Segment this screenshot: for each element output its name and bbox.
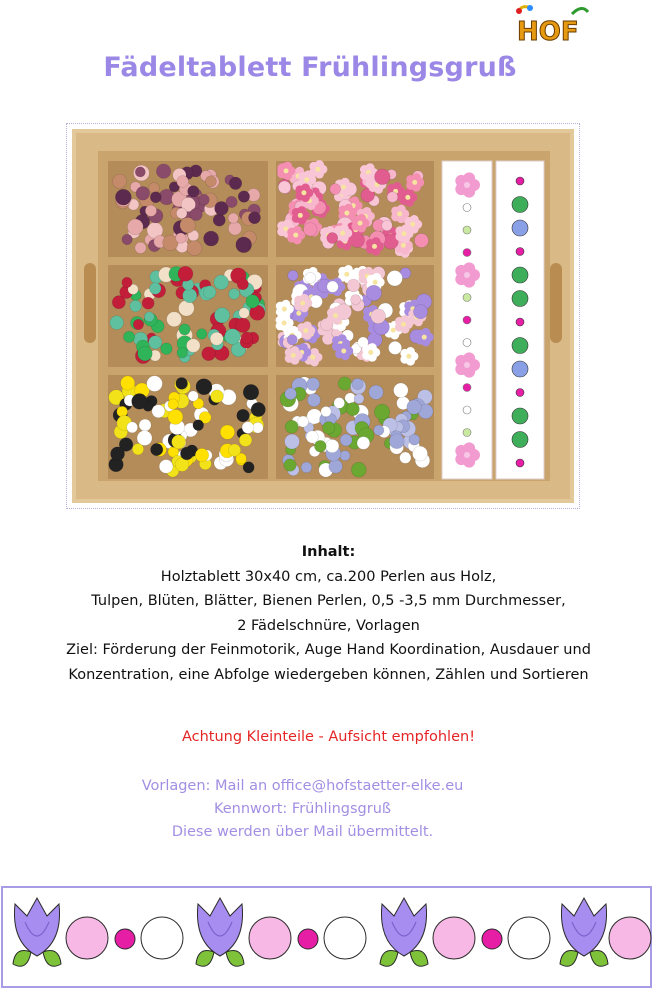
template-flower-petal — [463, 352, 475, 364]
bead — [112, 296, 125, 309]
bead — [237, 409, 250, 422]
template-bead — [512, 220, 528, 236]
bead — [285, 420, 298, 433]
bead — [137, 431, 152, 446]
bead — [176, 233, 187, 244]
bead — [409, 434, 420, 445]
bead — [347, 279, 360, 292]
bead — [303, 223, 316, 236]
bead — [229, 288, 240, 299]
bead — [133, 319, 143, 329]
bead — [321, 406, 331, 416]
bead — [214, 275, 229, 290]
content-line: Konzentration, eine Abfolge wiedergeben können, Zählen und Sortieren — [68, 666, 589, 683]
bead — [127, 422, 138, 433]
flower-center — [402, 231, 407, 236]
bead — [190, 208, 202, 220]
flower-center — [373, 280, 378, 285]
bead — [352, 378, 363, 389]
bead — [228, 444, 240, 456]
tulip-leaf-right — [226, 951, 244, 967]
bead — [413, 305, 427, 319]
flower-center — [341, 184, 346, 189]
bead — [305, 272, 316, 283]
logo-text: HOF — [517, 17, 579, 46]
bead — [382, 220, 393, 231]
bead — [122, 234, 132, 244]
content-line: Tulpen, Blüten, Blätter, Bienen Perlen, 0,5 -3,5 mm Durchmesser, — [91, 593, 566, 609]
flower-center — [284, 168, 289, 173]
template-flower-center — [464, 452, 470, 458]
bead — [374, 425, 384, 435]
bead — [407, 400, 421, 414]
flower-center — [282, 307, 287, 312]
tulip-leaf-left — [196, 951, 214, 967]
bead — [204, 231, 219, 246]
flower-center — [301, 190, 306, 195]
bead — [338, 377, 351, 390]
hof-logo — [512, 2, 592, 46]
bead — [346, 403, 359, 416]
bead — [351, 295, 361, 305]
template-dot — [463, 339, 471, 347]
bead — [228, 213, 238, 223]
bead — [307, 378, 320, 391]
bead — [327, 233, 338, 244]
tulip-leaf-right — [410, 951, 428, 967]
template-flower-petal — [463, 442, 475, 454]
bead — [225, 329, 241, 345]
bead — [251, 402, 265, 416]
bead — [144, 312, 154, 322]
bead — [387, 192, 398, 203]
flower-center — [303, 328, 308, 333]
bead — [136, 187, 150, 201]
product-photo — [66, 123, 580, 509]
template-bead — [512, 361, 528, 377]
bead — [340, 434, 352, 446]
tulip-bloom — [197, 898, 242, 956]
template-flower-center — [464, 362, 470, 368]
flower-center — [401, 243, 406, 248]
bead — [236, 318, 251, 333]
bead — [314, 440, 326, 452]
flower-center — [401, 322, 406, 327]
bead — [243, 462, 254, 473]
bead — [326, 439, 339, 452]
bead — [149, 336, 162, 349]
flower-center — [344, 210, 349, 215]
bead — [210, 332, 223, 345]
bead — [220, 425, 234, 439]
template-dot — [463, 249, 471, 257]
template-dot — [463, 226, 471, 234]
flower-center — [293, 233, 298, 238]
bead — [239, 434, 252, 447]
bead — [145, 205, 156, 216]
bead — [241, 332, 252, 343]
bead — [176, 378, 188, 390]
bead — [239, 308, 250, 319]
bead — [248, 212, 260, 224]
template-dot — [463, 384, 471, 392]
template-bead — [512, 408, 528, 424]
bead — [179, 300, 195, 316]
bead — [242, 422, 254, 434]
magenta-bead — [115, 929, 135, 949]
bead — [123, 331, 134, 342]
template-bead — [512, 267, 528, 283]
bead — [132, 394, 148, 410]
bead — [357, 437, 370, 450]
bead — [354, 394, 364, 404]
bead — [329, 460, 343, 474]
bead — [214, 308, 229, 323]
bead — [351, 462, 366, 477]
tulip-bloom — [14, 898, 59, 956]
flower-center — [422, 335, 427, 340]
bead — [278, 181, 290, 193]
page-title: Fädeltablett Frühlingsgruß — [103, 52, 517, 83]
bead — [152, 405, 165, 418]
description — [0, 540, 657, 687]
bead — [187, 339, 201, 353]
magenta-bead — [298, 929, 318, 949]
content-heading: Inhalt: — [301, 544, 356, 560]
bead — [159, 460, 173, 474]
flower-center — [315, 167, 320, 172]
white-bead — [141, 917, 183, 959]
template-dot — [463, 204, 471, 212]
tulip-bloom — [381, 898, 426, 956]
magenta-bead — [482, 929, 502, 949]
template-flower-center — [464, 182, 470, 188]
bead — [327, 281, 338, 292]
white-bead — [324, 917, 366, 959]
bead — [287, 335, 297, 345]
flower-center — [410, 222, 415, 227]
bead — [414, 233, 428, 247]
bead — [139, 419, 151, 431]
bead — [306, 431, 318, 443]
template-bead — [512, 432, 528, 448]
bead — [112, 174, 126, 188]
flower-center — [291, 353, 296, 358]
flower-center — [333, 313, 338, 318]
content-line: Holztablett 30x40 cm, ca.200 Perlen aus Holz, — [160, 568, 497, 585]
bead — [285, 434, 300, 449]
bead — [188, 186, 199, 197]
tulip-leaf-right — [590, 951, 608, 967]
bead — [288, 270, 299, 281]
bead — [243, 384, 259, 400]
bead — [228, 222, 241, 235]
bead — [197, 329, 207, 339]
bead — [183, 288, 197, 302]
bead — [285, 388, 297, 400]
bead — [168, 409, 183, 424]
flower-center — [397, 211, 402, 216]
bead — [366, 285, 382, 301]
bead — [388, 341, 401, 354]
bead — [340, 450, 350, 460]
template-bead — [516, 459, 524, 467]
bead — [387, 271, 402, 286]
bead — [127, 219, 143, 235]
template-bead — [516, 389, 524, 397]
bead — [205, 176, 216, 187]
bead — [394, 383, 409, 398]
flower-center — [405, 195, 410, 200]
tulip-leaf-left — [13, 951, 31, 967]
flower-center — [310, 355, 315, 360]
template-flower-petal — [463, 172, 475, 184]
bead — [177, 176, 189, 188]
template-dot — [463, 429, 471, 437]
flower-center — [296, 311, 301, 316]
bead — [334, 398, 345, 409]
bead — [213, 214, 225, 226]
flower-center — [368, 350, 373, 355]
flower-center — [341, 348, 346, 353]
flower-center — [391, 328, 396, 333]
bead — [111, 447, 125, 461]
template-dot — [463, 406, 471, 414]
bead — [413, 446, 428, 461]
bead — [196, 379, 212, 395]
bead — [371, 309, 386, 324]
tulip-leaf-left — [560, 951, 578, 967]
template-bead — [516, 248, 524, 256]
bead — [151, 443, 163, 455]
bead — [322, 422, 334, 434]
flower-center — [340, 231, 345, 236]
bead — [179, 324, 190, 335]
bead — [187, 241, 202, 256]
bead — [389, 434, 404, 449]
flower-center — [412, 180, 417, 185]
pink-bead — [433, 917, 475, 959]
flower-center — [304, 177, 309, 182]
bead — [121, 376, 135, 390]
bead — [142, 297, 154, 309]
bead — [110, 316, 124, 330]
vorlagen-info — [0, 775, 605, 844]
flower-center — [300, 301, 305, 306]
bead — [375, 169, 391, 185]
bead — [198, 194, 209, 205]
tulip-leaf-left — [380, 951, 398, 967]
content-line: 2 Fädelschnüre, Vorlagen — [237, 617, 420, 634]
flower-center — [372, 244, 377, 249]
bead — [236, 237, 252, 253]
bead — [246, 295, 259, 308]
bead — [238, 191, 249, 202]
bead — [176, 208, 187, 219]
bead — [193, 420, 204, 431]
warning-text: Achtung Kleinteile - Aufsicht empfohlen! — [181, 729, 476, 745]
pink-bead — [66, 917, 108, 959]
bead — [168, 399, 179, 410]
bead — [135, 167, 145, 177]
bead — [172, 435, 186, 449]
bead — [195, 448, 208, 461]
content-line: Ziel: Förderung der Feinmotorik, Auge Hand Koordination, Ausdauer und — [66, 642, 591, 658]
bead — [237, 278, 248, 289]
decorative-border — [1, 886, 652, 988]
bead — [307, 394, 320, 407]
white-bead — [508, 917, 550, 959]
template-flower-petal — [463, 262, 475, 274]
bead — [330, 184, 341, 195]
vorlagen-email-line: Vorlagen: Mail an office@hofstaetter-elke.eu — [141, 778, 464, 794]
vorlagen-password-line: Kennwort: Frühlingsgruß — [213, 801, 392, 817]
bead — [298, 416, 309, 427]
bead — [400, 452, 411, 463]
template-bead — [516, 177, 524, 185]
bead — [177, 348, 187, 358]
bead — [150, 192, 161, 203]
bead — [147, 376, 163, 392]
bead — [122, 277, 132, 287]
vorlagen-note-line: Diese werden über Mail übermittelt. — [171, 824, 434, 840]
tulip-leaf-right — [43, 951, 61, 967]
bead — [167, 312, 182, 327]
template-bead — [512, 197, 528, 213]
bead — [149, 283, 161, 295]
flower-center — [298, 213, 303, 218]
bead — [374, 404, 390, 420]
bead — [180, 447, 193, 460]
bead — [135, 242, 146, 253]
flower-center — [358, 221, 363, 226]
bead — [203, 286, 216, 299]
bead — [161, 343, 173, 355]
bead — [229, 177, 242, 190]
bead — [132, 444, 143, 455]
template-flower-center — [464, 272, 470, 278]
bead — [202, 347, 216, 361]
bead — [369, 385, 383, 399]
pink-bead — [249, 917, 291, 959]
template-bead — [512, 291, 528, 307]
template-bead — [516, 318, 524, 326]
template-bead — [512, 338, 528, 354]
flower-center — [344, 272, 349, 277]
bead — [301, 462, 312, 473]
bead — [211, 390, 224, 403]
flower-center — [282, 320, 287, 325]
bead — [226, 196, 237, 207]
bead — [115, 189, 131, 205]
bead — [156, 164, 170, 178]
template-dot — [463, 294, 471, 302]
pink-bead — [609, 917, 651, 959]
bead — [138, 346, 153, 361]
bead — [130, 300, 142, 312]
bead — [284, 459, 296, 471]
bead — [178, 266, 193, 281]
template-dot — [463, 316, 471, 324]
tulip-bloom — [561, 898, 606, 956]
flower-center — [406, 354, 411, 359]
bead — [188, 391, 198, 401]
